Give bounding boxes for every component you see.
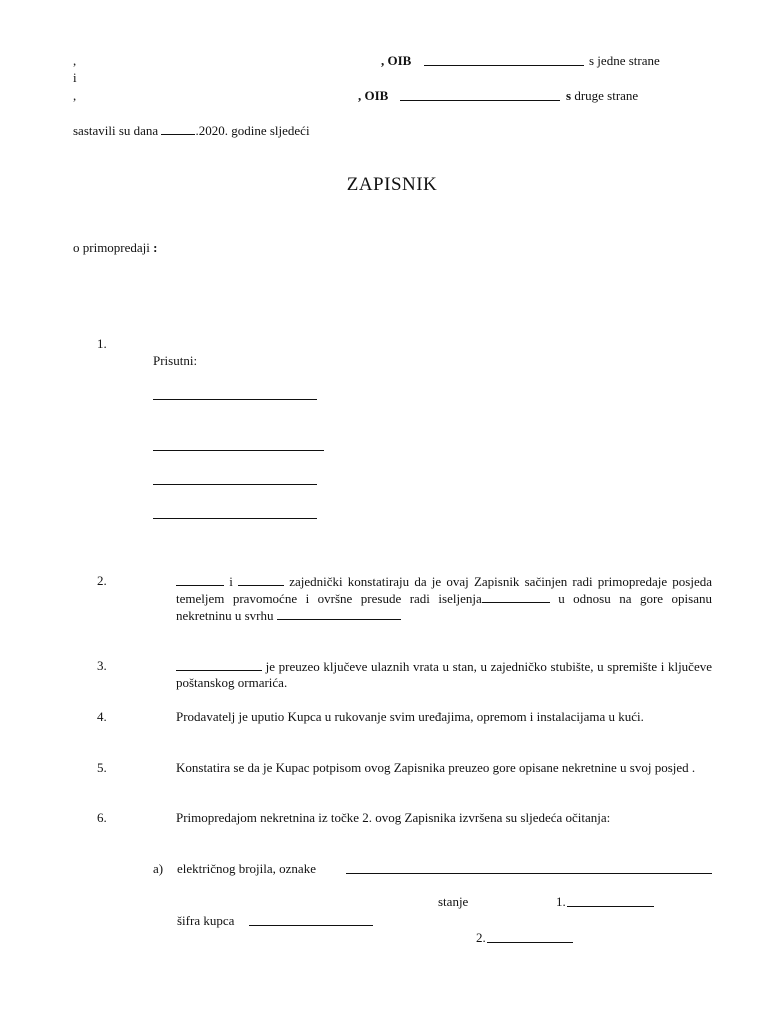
party2-side: s druge strane [566, 88, 639, 103]
item-6-text: Primopredajom nekretnina iz točke 2. ovog Zapisnika izvršena su sljedeća očitanja: [176, 810, 611, 825]
item-5-text: Konstatira se da je Kupac potpisom ovog Zapisnika preuzeo gore opisane nekretnine u svoj posjed . [176, 760, 696, 775]
present-blank-1 [153, 399, 317, 400]
item-4-text: Prodavatelj je uputio Kupca u rukovanje svim uređajima, opremom i instalacijama u kući. [176, 709, 644, 724]
date-blank [161, 122, 195, 135]
item-3-text: je preuzeo ključeve ulaznih vrata u stan, u zajedničko stubište, u spremište i ključeve poštanskog ormarića. [176, 659, 712, 690]
item-3-blank [176, 658, 262, 671]
item-4-number: 4. [97, 709, 107, 724]
state-2-blank [487, 930, 573, 943]
meter-blank [346, 861, 712, 874]
reading-letter: a) [153, 861, 164, 876]
customer-code-blank [249, 913, 373, 926]
party1-oib-label: , OIB [381, 53, 412, 68]
state-label: stanje [438, 894, 469, 909]
meter-label: električnog brojila, oznake [177, 861, 316, 876]
item-2-blank-b [238, 573, 284, 586]
customer-code-label: šifra kupca [177, 913, 235, 928]
date-line: sastavili su dana .2020. godine sljedeći [73, 123, 310, 138]
party1-side: s jedne strane [589, 53, 660, 68]
item-6-number: 6. [97, 810, 107, 825]
state-2-label: 2. [476, 930, 486, 945]
item-3-number: 3. [97, 658, 107, 673]
party1-oib-blank [424, 53, 584, 66]
item-2-blank-d [277, 607, 401, 620]
state-1-blank [567, 894, 654, 907]
present-label: Prisutni: [153, 353, 198, 368]
party2-oib-label: , OIB [358, 88, 389, 103]
present-blank-4 [153, 518, 317, 519]
conjunction: i [73, 70, 77, 85]
party2-oib-blank [400, 88, 560, 101]
party1-comma: , [73, 53, 77, 68]
subject-line: o primopredaji : [73, 240, 158, 255]
state-1-label: 1. [556, 894, 566, 909]
item-2-number: 2. [97, 573, 107, 588]
party2-comma: , [73, 88, 77, 103]
page-title: ZAPISNIK [346, 174, 438, 195]
present-blank-2 [153, 450, 324, 451]
present-blank-3 [153, 484, 317, 485]
item-2-text: i zajednički konstatiraju da je ovaj Zapisnik sačinjen radi primopredaje posjeda temeljem pravomoćne i ovršne presude radi iseljenja u odnosu na gore opisanu nekretninu u svrhu [176, 574, 713, 623]
item-5-number: 5. [97, 760, 107, 775]
item-2-blank-a [176, 573, 224, 586]
item-1-number: 1. [97, 336, 107, 351]
item-2-blank-c [482, 590, 550, 603]
